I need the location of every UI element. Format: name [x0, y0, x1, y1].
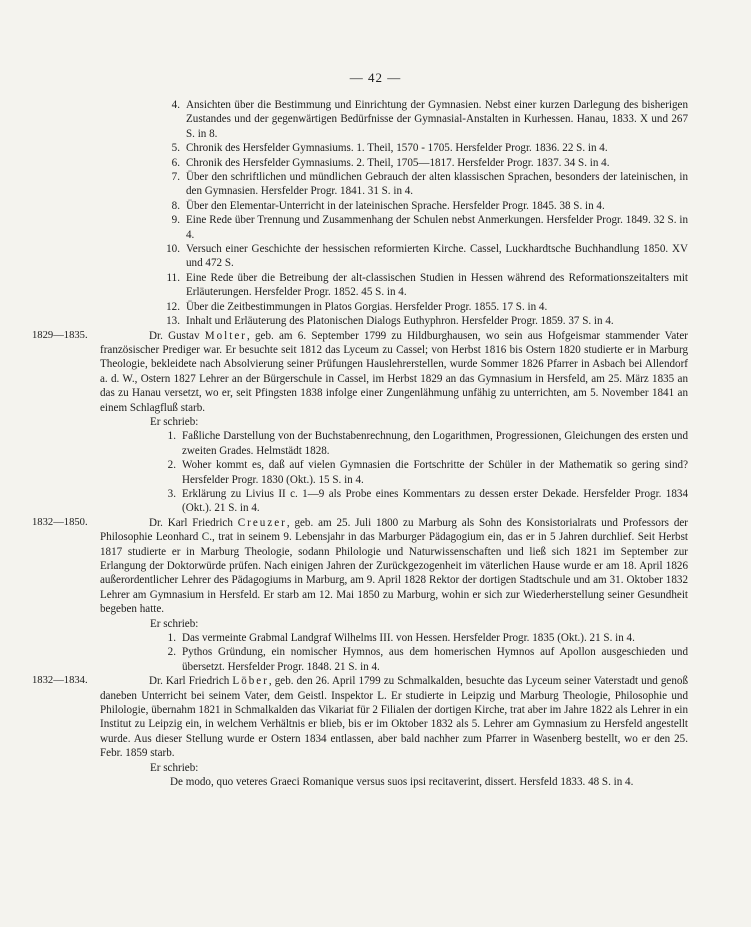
works-list — [100, 631, 688, 674]
list-item: 6. Chronik des Hersfelder Gymnasiums. 2. Theil, 1705—1817. Hersfelder Progr. 1837. 34 S. in 4. — [171, 156, 610, 169]
list-item: 2. Pythos Gründung, ein nomischer Hymnos, aus dem homerischen Hymnos auf Apollon ausgeschieden und übersetzt. Hersfelder Progr. 1848. 21 S. in 4. — [167, 646, 688, 673]
page-number: — 42 — — [349, 70, 402, 85]
person-name: Molter — [204, 329, 247, 342]
single-work: De modo, quo veteres Graeci Romanique versus suos ipsi recitaverint, dissert. Hersfeld 1833. 48 S. in 4. — [170, 776, 634, 789]
works-heading: Er schrieb: — [150, 761, 199, 774]
biography-entry-creuzer — [32, 516, 688, 674]
list-item: 10. Versuch einer Geschichte der hessischen reformierten Kirche. Cassel, Luckhardtsche Buchhandlung 1850. XV und 472 S. — [166, 243, 688, 270]
list-item: 2. Woher kommt es, daß auf vielen Gymnasien die Fortschritte der Schüler in der Mathematik so gering sind? Hersfelder Progr. 1830 (Okt.). 15 S. in 4. — [167, 459, 688, 486]
list-item: 13. Inhalt und Erläuterung des Platonischen Dialogs Euthyphron. Hersfelder Progr. 1859. 37 S. in 4. — [166, 315, 614, 328]
list-item: 8. Über den Elementar-Unterricht in der lateinischen Sprache. Hersfelder Progr. 1845. 38 S. in 4. — [171, 199, 605, 212]
works-list — [100, 429, 688, 515]
entry-years: 1832—1850. — [32, 516, 88, 528]
biography-entry-loeber — [32, 674, 688, 789]
list-item: 3. Erklärung zu Livius II c. 1—9 als Probe eines Kommentars zu dessen erster Dekade. Hersfelder Progr. 1834 (Okt.). 21 S. in 4. — [167, 487, 688, 515]
entry-years: 1832—1834. — [32, 675, 88, 687]
list-item: 7. Über den schriftlichen und mündlichen Gebrauch der alten klassischen Sprachen, besonders der lateinischen, in den Gymnasien. Hersfelder Progr. 1841. 31 S. in 4. — [171, 171, 688, 198]
works-heading: Er schrieb: — [150, 415, 199, 428]
person-name: Löber — [232, 675, 269, 688]
list-item: 1. Faßliche Darstellung von der Buchstabenrechnung, den Logarithmen, Progressionen, Gleichungen des ersten und zweiten Grades. Helmstädt 1828. — [167, 430, 688, 457]
list-item: 1. Das vermeinte Grabmal Landgraf Wilhelms III. von Hessen. Hersfelder Progr. 1835 (Okt.). 21 S. in 4. — [167, 632, 635, 645]
entry-body: Dr. Karl Friedrich Löber, geb. den 26. April 1799 zu Schmalkalden, besuchte das Lyceum seiner Vaterstadt und genoß daneben Unterricht bei seinem Vater, dem Geistl. Inspektor L. Er studierte in Leipzig und Marburg Theologie, Philosophie und Philologie, übernahm 1821 in Schmalkalden das Vikariat für 2 Filialen der dortigen Kirche, trat aber im Jahre 1822 als Lehrer in ein Institut zu Leipzig ein, in welchem Verhältnis er blieb, bis er im Oktober 1832 als 5. Lehrer am Gymnasium zu Hersfeld angestellt wurde. Aus dieser Stellung wurde er Ostern 1834 entlassen, aber bald nachher zum Pfarrer in Wasenberg bestellt, wo er den 25. Febr. 1859 starb. — [100, 675, 688, 760]
biography-entry-molter — [32, 329, 688, 516]
entry-body: Dr. Gustav Molter, geb. am 6. September 1799 zu Hildburghausen, wo sein aus Hofgeismar stammender Vater französischer Prediger war. Er besuchte seit 1812 das Lyceum zu Cassel; von Herbst 1816 bis Ostern 1820 studierte er in Marburg Theologie, bekleidete nach Absolvierung seiner Prüfungen Hauslehrerstellen, wurde Sommer 1826 Pfarrer in Asbach bei Allendorf a. d. W., Ostern 1827 Lehrer an der Bürgerschule in Cassel, im Herbst 1829 an das Gymnasium in Hersfeld, am 25. März 1835 an das zu Hanau versetzt, wo er, seit Pfingsten 1838 infolge einer Zungenlähmung unfähig zu unterrichten, am 5. November 1841 an einem Schlagfluß starb. — [100, 329, 688, 414]
works-heading: Er schrieb: — [150, 617, 199, 630]
list-item: 12. Über die Zeitbestimmungen in Platos Gorgias. Hersfelder Progr. 1855. 17 S. in 4. — [166, 300, 548, 313]
top-numbered-list — [100, 98, 688, 329]
list-item: 11. Eine Rede über die Betreibung der alt-classischen Studien in Hessen während des Reformationszeitalters mit Erläuterungen. Hersfelder Progr. 1852. 45 S. in 4. — [166, 271, 688, 299]
list-item: 5. Chronik des Hersfelder Gymnasiums. 1. Theil, 1570 - 1705. Hersfelder Progr. 1836. 22 S. in 4. — [171, 142, 608, 155]
list-item: 4. Ansichten über die Bestimmung und Einrichtung der Gymnasien. Nebst einer kurzen Darlegung des bisherigen Zustandes und der gegenwärtigen Bedürfnisse der Gymnasial-Anstalten in Kurhessen. Hanau, 1833. X und 267 S. in 8. — [171, 99, 688, 140]
entry-years: 1829—1835. — [32, 329, 88, 341]
entry-body: Dr. Karl Friedrich Creuzer, geb. am 25. Juli 1800 zu Marburg als Sohn des Konsistorialrats und Professors der Philosophie Leonhard C., trat in seinem 9. Lebensjahr in das Marburger Pädagogium ein, das er in 5 Jahren durchlief. Seit Herbst 1817 studierte er in Marburg Theologie, sodann Philologie und Naturwissenschaften und ließ sich 1821 im September zur Erlangung der Doktorwürde prüfen. Nach einigen Jahren der Zurückgezogenheit im väterlichen Hause wurde er am 18. April 1826 außerordentlicher Lehrer des Pädagogiums in Marburg, am 9. April 1828 Rektor der dortigen Stadtschule und am 31. Oktober 1832 Lehrer am Gymnasium in Hersfeld. Er starb am 12. Mai 1850 zu Marburg, wohin er sich zur Wiederherstellung seiner Gesundheit begeben hatte. — [100, 516, 688, 616]
page-content — [32, 98, 688, 790]
list-item: 9. Eine Rede über Trennung und Zusammenhang der Schulen nebst Anmerkungen. Hersfelder Progr. 1849. 32 S. in 4. — [171, 214, 688, 241]
person-name: Creuzer — [237, 516, 287, 529]
